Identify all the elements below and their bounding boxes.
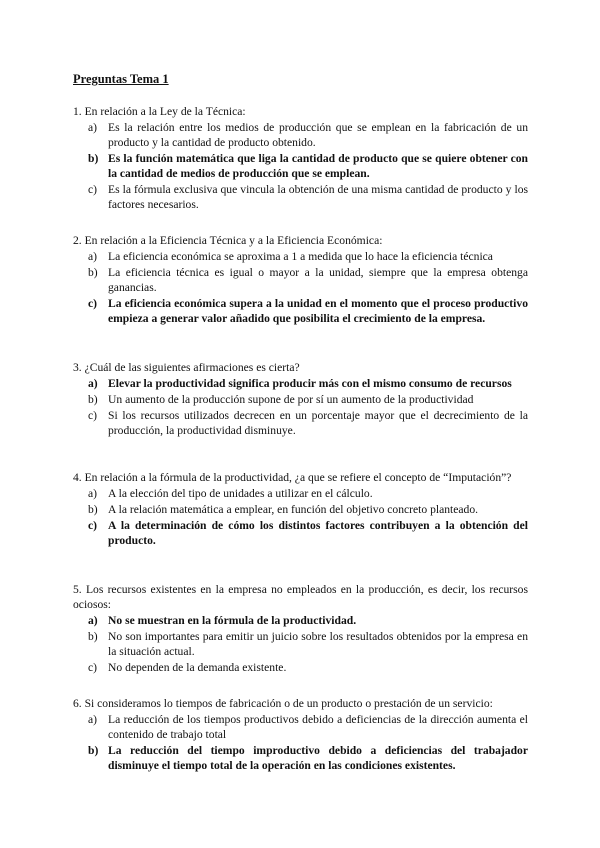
option-a-correct — [73, 376, 528, 391]
option-label: a) — [88, 614, 98, 627]
option-text: No son importantes para emitir un juicio sobre los resultados obtenidos por la empresa en la situación actual. — [108, 630, 528, 658]
option-c — [73, 660, 528, 675]
option-c-correct — [73, 296, 528, 326]
options-list — [73, 120, 528, 212]
question-stem: 6. Si consideramos lo tiempos de fabricación o de un producto o prestación de un servicio: — [73, 697, 493, 710]
option-b-correct — [73, 743, 528, 773]
option-text: La reducción de los tiempos productivos debido a deficiencias de la dirección aumenta el contenido de trabajo total — [108, 713, 528, 741]
option-label: b) — [88, 503, 98, 516]
question-stem: 4. En relación a la fórmula de la productividad, ¿a que se refiere el concepto de “Imputación”? — [73, 471, 512, 484]
option-text: A la relación matemática a emplear, en función del objetivo concreto planteado. — [108, 503, 479, 516]
page-title: Preguntas Tema 1 — [73, 72, 169, 86]
option-text: Un aumento de la producción supone de por sí un aumento de la productividad — [108, 393, 474, 406]
option-text: No dependen de la demanda existente. — [108, 661, 287, 674]
option-text: Es la relación entre los medios de producción que se emplean en la fabricación de un producto y la cantidad de producto obtenido. — [108, 121, 528, 149]
options-list — [73, 249, 528, 326]
option-label: c) — [88, 661, 98, 674]
option-c — [73, 182, 528, 212]
option-text: A la determinación de cómo los distintos factores contribuyen a la obtención del producto. — [108, 519, 528, 547]
question-5 — [73, 582, 528, 676]
option-label: b) — [88, 393, 98, 406]
option-a — [73, 120, 528, 150]
option-label: a) — [88, 377, 98, 390]
option-text: Si los recursos utilizados decrecen en un porcentaje mayor que el decrecimiento de la producción, la productividad disminuye. — [108, 409, 528, 437]
options-list — [73, 712, 528, 773]
option-c-correct — [73, 518, 528, 548]
option-text: Es la fórmula exclusiva que vincula la obtención de una misma cantidad de producto y los factores necesarios. — [108, 183, 528, 211]
question-6 — [73, 696, 528, 774]
options-list — [73, 486, 528, 548]
option-label: b) — [88, 744, 99, 757]
option-b — [73, 265, 528, 295]
question-stem: 2. En relación a la Eficiencia Técnica y a la Eficiencia Económica: — [73, 234, 383, 247]
option-text: La eficiencia técnica es igual o mayor a la unidad, siempre que la empresa obtenga ganancias. — [108, 266, 528, 294]
question-2 — [73, 233, 528, 327]
option-b-correct — [73, 151, 528, 181]
option-text: No se muestran en la fórmula de la productividad. — [108, 614, 357, 627]
option-label: a) — [88, 121, 98, 134]
option-label: c) — [88, 183, 98, 196]
option-label: a) — [88, 713, 98, 726]
option-text: La reducción del tiempo improductivo debido a deficiencias del trabajador disminuye el tiempo total de la operación en las condiciones existentes. — [108, 744, 528, 772]
option-text: A la elección del tipo de unidades a utilizar en el cálculo. — [108, 487, 373, 500]
question-4 — [73, 470, 528, 549]
option-label: a) — [88, 250, 98, 263]
option-label: b) — [88, 152, 99, 165]
option-label: c) — [88, 409, 98, 422]
question-stem: 5. Los recursos existentes en la empresa no empleados en la producción, es decir, los recursos ociosos: — [73, 583, 528, 611]
option-label: c) — [88, 519, 98, 532]
option-b — [73, 502, 528, 517]
options-list — [73, 613, 528, 675]
option-b — [73, 392, 528, 407]
option-a-correct — [73, 613, 528, 628]
option-c — [73, 408, 528, 438]
option-a — [73, 249, 528, 264]
option-a — [73, 486, 528, 501]
option-text: La eficiencia económica se aproxima a 1 a medida que lo hace la eficiencia técnica — [108, 250, 493, 263]
option-text: Es la función matemática que liga la cantidad de producto que se quiere obtener con la cantidad de medios de producción que se emplean. — [108, 152, 528, 180]
question-stem: 3. ¿Cuál de las siguientes afirmaciones es cierta? — [73, 361, 300, 374]
question-1 — [73, 104, 528, 213]
option-label: b) — [88, 630, 98, 643]
question-3 — [73, 360, 528, 439]
question-stem: 1. En relación a la Ley de la Técnica: — [73, 105, 246, 118]
option-label: a) — [88, 487, 98, 500]
option-text: Elevar la productividad significa producir más con el mismo consumo de recursos — [108, 377, 512, 390]
option-text: La eficiencia económica supera a la unidad en el momento que el proceso productivo empieza a generar valor añadido que posibilita el crecimiento de la empresa. — [108, 297, 528, 325]
option-b — [73, 629, 528, 659]
option-a — [73, 712, 528, 742]
option-label: c) — [88, 297, 98, 310]
option-label: b) — [88, 266, 98, 279]
options-list — [73, 376, 528, 438]
